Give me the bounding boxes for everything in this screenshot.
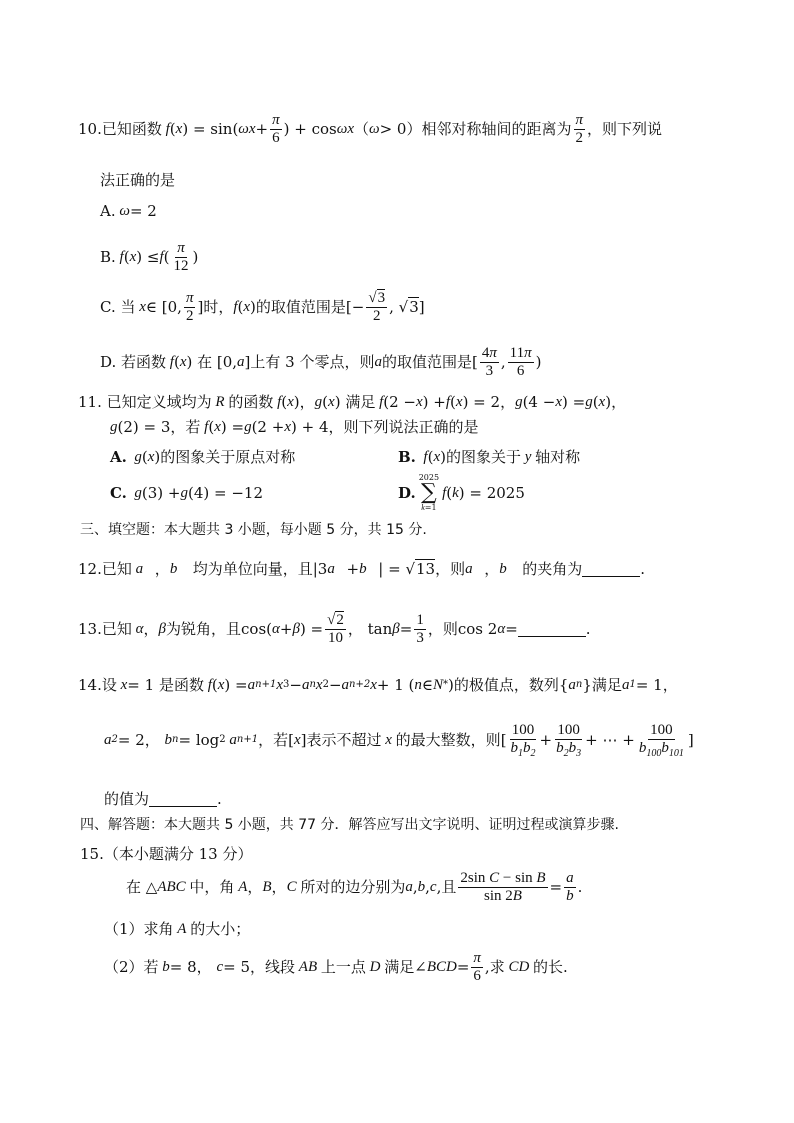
q11-opt-c-label: C. xyxy=(110,484,127,502)
q10-opt-c-mid: 时， xyxy=(203,298,234,316)
q11-opt-d-label: D. xyxy=(398,484,416,502)
q14-g: 的最大整数，则 xyxy=(395,731,501,750)
q11-stem-e: ，则下列说法正确的是 xyxy=(328,418,479,436)
q15-part1: （1）求角 A 的大小； xyxy=(104,920,251,938)
q15-number: 15.（本小题满分 13 分） xyxy=(80,845,253,863)
q15-p2-b: ，线段 xyxy=(250,958,296,976)
q14-line1: 14. 设 x = 1 是函数 f ( x ) = a n+1 x 3 − a n x 2 − a n+2 x + 1 ( n ∈ N * ) 的极值点，数列 { a n } 满足 a 1 = 1， xyxy=(78,676,678,694)
q13-number: 13. xyxy=(78,620,102,638)
q10-stem-c: ，则下列说 xyxy=(587,120,663,138)
q15-stem: 在 △ ABC 中，角 A ， B ， C 所对的边分别为 a , b , c , 且 $\frac{\text{2sin C − sin B}}{\sin 2B}$ = $\frac{a}{b}$ . xyxy=(126,870,583,904)
q15-p1-end: 的大小； xyxy=(190,920,251,938)
q12-c: ，则 xyxy=(435,560,466,578)
q10-frac-pi6: $\frac{\pi}{6}$ xyxy=(272,112,280,146)
q11-opt-b-label: B. xyxy=(398,448,416,466)
q10-opt-d-mid: 上有 3 个零点，则 xyxy=(250,353,375,371)
q10-opt-b-label: B. xyxy=(100,248,116,266)
q11-option-c: C. g (3) + g (4) = −12 xyxy=(110,484,264,502)
q11-stem-line2: g (2) = 3 ，若 f ( x ) = g (2 + x ) + 4 ，则下列说法正确的是 xyxy=(110,418,479,436)
q15-stem-a: 在 xyxy=(126,878,142,896)
q10-opt-d-label: D. 若函数 xyxy=(100,353,167,371)
q12-number: 12. xyxy=(78,560,102,578)
q14-line3: 的值为 . xyxy=(104,790,222,808)
q10-stem-line1: 10. 已知函数 f ( x ) = sin( ωx + $\frac{\pi}{6}$ ) + cos ωx （ ω > 0） 相邻对称轴间的距离为 $\frac{\pi}{2}$ ，则下列说 xyxy=(78,112,663,146)
q15-stem-c: 所对的边分别为 xyxy=(300,878,406,896)
q15-p2-c: 上一点 xyxy=(320,958,366,976)
q11-option-b: B. f ( x ) 的图象关于 y 轴对称 xyxy=(398,448,581,466)
q11-opt-a-text: 的图象关于原点对称 xyxy=(160,448,296,466)
q10-option-a: A. ω = 2 xyxy=(100,202,157,220)
q15-stem-b: 中，角 xyxy=(189,878,235,896)
q11-opt-b-end: 轴对称 xyxy=(535,448,581,466)
q10-stem-a: 已知函数 xyxy=(101,120,162,138)
section3-title-text: 三、填空题：本大题共 3 小题，每小题 5 分，共 15 分. xyxy=(80,522,427,538)
q10-stem-b: 相邻对称轴间的距离为 xyxy=(421,120,572,138)
q11-stem-b: 的函数 xyxy=(228,393,274,411)
q11-stem-d: ，若 xyxy=(170,418,201,436)
q10-opt-d-end: 的取值范围是 xyxy=(382,353,473,371)
q14-line2: a 2 = 2， b n = log 2 a n+1 ，若 [ x ] 表示不超过 x 的最大整数，则 [ $\frac{100}{b_1b_2}$ + $\frac{100}{b_2b_3}$ + ⋯ + $\frac{100}{b_{100}b_{101}}$ ] xyxy=(104,722,694,759)
q15-p2-f: 的长. xyxy=(533,958,568,976)
q15-header xyxy=(80,845,252,863)
section3-title xyxy=(80,522,427,539)
q15-p1: （1）求角 xyxy=(104,920,174,938)
q11-stem-a: 已知定义域均为 xyxy=(106,393,212,411)
q14-a: 设 xyxy=(101,676,117,694)
q10-opt-c-end: 的取值范围是 xyxy=(255,298,346,316)
q15-p2: （2）若 xyxy=(104,958,159,976)
q10-stem-line2 xyxy=(100,171,175,189)
q14-blank[interactable] xyxy=(149,792,217,807)
q15-part2: （2）若 b = 8， c = 5 ，线段 AB 上一点 D 满足 ∠ BCD = $\frac{\pi}{6}$ , 求 CD 的长. xyxy=(104,950,568,984)
section4-title-text: 四、解答题：本大题共 5 小题，共 77 分．解答应写出文字说明、证明过程或演算步骤. xyxy=(80,817,619,833)
q15-stem-d: 且 xyxy=(441,878,457,896)
q11-opt-b-text: 的图象关于 xyxy=(445,448,521,466)
q12-blank[interactable] xyxy=(582,562,640,577)
q11-option-d: D. 2025 ∑ k=1 f ( k ) = 2025 xyxy=(398,473,525,512)
q12-b: 均为单位向量，且 xyxy=(192,560,313,578)
q11-stem-line1: 11. 已知定义域均为 R 的函数 f ( x )， g ( x ) 满足 f (2 − x ) + f ( x ) = 2， g (4 − x ) = g ( x )， xyxy=(78,393,627,411)
q11-number: 11. xyxy=(78,393,102,411)
q13-blank[interactable] xyxy=(518,622,586,637)
q10-option-d: D. 若函数 f ( x ) 在 [0, a ] 上有 3 个零点，则 a 的取值范围是 [ $\frac{4\pi}{3}$ , $\frac{11\pi}{6}$ ) xyxy=(100,345,542,379)
q14-f: 表示不超过 xyxy=(306,731,382,750)
q15-p2-e: 求 xyxy=(489,958,505,976)
q13-b: 为锐角，且 xyxy=(166,620,242,638)
section4-title xyxy=(80,817,619,834)
q14-h: 的值为 xyxy=(104,790,150,808)
q14-d: 满足 xyxy=(591,676,622,694)
q10-opt-c-label: C. 当 xyxy=(100,298,136,316)
q14-b: 是函数 xyxy=(158,676,204,694)
q11-opt-a-label: A. xyxy=(110,448,127,466)
q10-number: 10. xyxy=(78,120,102,138)
q14-c: 的极值点，数列 xyxy=(453,676,559,694)
q10-opt-a-label: A. xyxy=(100,202,116,220)
q10-option-c: C. 当 x ∈ [0, $\frac{\pi}{2}$ ] 时， f ( x ) 的取值范围是 [− $\frac{√3}{2}$ , √3] xyxy=(100,290,425,324)
q11-stem-c: 满足 xyxy=(345,393,376,411)
q10-stem-d: 法正确的是 xyxy=(100,171,176,189)
q13-line: 13. 已知 α ， β 为锐角，且 cos( α + β ) = $\frac{√2}{10}$ ， tan β = $\frac{1}{3}$ ，则 cos 2 α = . xyxy=(78,612,591,646)
q12-line: 12. 已知 a⃗ ， b⃗ 均为单位向量，且 |3 a⃗ + b⃗ | = √13 ，则 a⃗ ， b⃗ 的夹角为 . xyxy=(78,560,646,578)
q15-p2-d: 满足 xyxy=(384,958,415,976)
q10-frac-pi2: $\frac{\pi}{2}$ xyxy=(575,112,584,146)
q14-e: ，若 xyxy=(258,731,289,750)
q10-option-b: B. f ( x ) ≤ f ( $\frac{\pi}{12}$ ) xyxy=(100,240,199,274)
q12-d: 的夹角为 xyxy=(522,560,583,578)
q11-option-a: A. g ( x ) 的图象关于原点对称 xyxy=(110,448,296,466)
q13-c: ，则 xyxy=(427,620,458,638)
q13-a: 已知 xyxy=(101,620,132,638)
q12-a: 已知 xyxy=(101,560,132,578)
q14-number: 14. xyxy=(78,676,102,694)
